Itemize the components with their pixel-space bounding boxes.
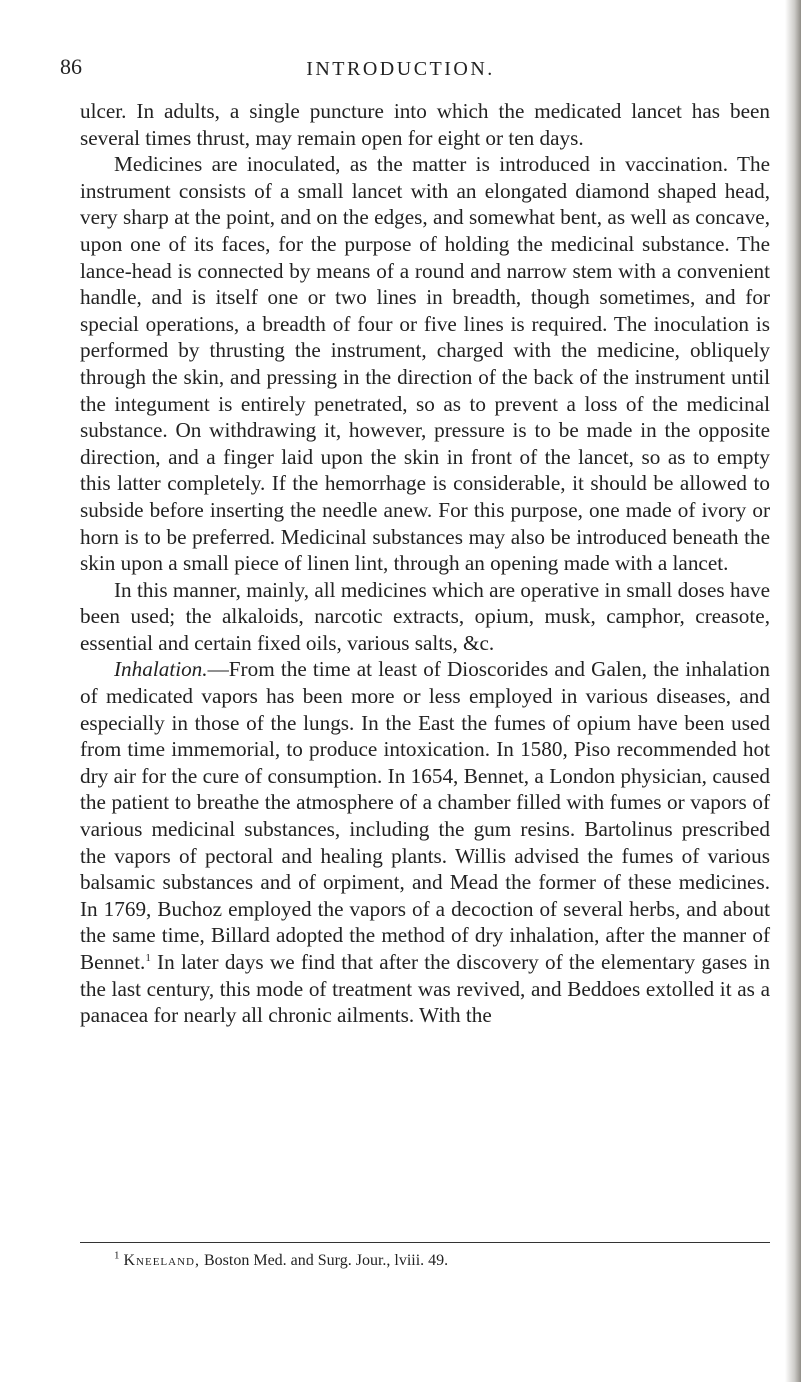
footnote-author: Kneeland, <box>123 1252 200 1269</box>
footnote-reference: 1 <box>145 951 151 964</box>
page-number: 86 <box>60 54 82 79</box>
paragraph-3: In this manner, mainly, all medicines which are operative in small doses have been used; the alkaloids, narcotic extracts, opium, musk, camphor, creasote, essential and certain fixed oils, various salts, &c. <box>80 577 770 655</box>
section-heading-inhalation: Inhalation. <box>114 657 208 682</box>
footnote-marker: 1 <box>114 1249 120 1262</box>
footnote-divider <box>80 1242 770 1243</box>
running-title: INTRODUCTION. <box>306 58 495 80</box>
paragraph-4-continuation: In later days we find that after the discovery of the elementary gases in the last century, this mode of treatment was revived, and Beddoes extolled it as a panacea for nearly all chronic ailments. With the <box>80 950 770 1028</box>
footnote-citation: Boston Med. and Surg. Jour., lviii. 49. <box>200 1252 449 1269</box>
paragraph-4-text: —From the time at least of Dioscorides and Galen, the inhalation of medicated vapors has been more or less employed in various diseases, and especially in those of the lungs. In the East the fumes of opium have been used from time immemorial, to produce intoxication. In 1580, Piso recommended hot dry air for the cure of consumption. In 1654, Bennet, a London physician, caused the patient to breathe the atmosphere of a chamber filled with fumes or vapors of various medicinal substances, including the gum resins. Bartolinus prescribed the vapors of pectoral and healing plants. Willis advised the fumes of various balsamic substances and of orpiment, and Mead the former of these medicines. In 1769, Buchoz employed the vapors of a decoction of several herbs, and about the same time, Billard adopted the method of dry inhalation, after the manner of Bennet. <box>80 657 770 974</box>
paragraph-4 <box>80 656 770 1028</box>
page-edge-shadow <box>785 0 801 1382</box>
body-text <box>80 98 770 1029</box>
paragraph-1: ulcer. In adults, a single puncture into which the medicated lancet has been several times thrust, may remain open for eight or ten days. <box>80 99 770 150</box>
paragraph-2: Medicines are inoculated, as the matter is introduced in vaccination. The instrument consists of a small lancet with an elongated diamond shaped head, very sharp at the point, and on the edges, and somewhat bent, as well as concave, upon one of its faces, for the purpose of holding the medicinal substance. The lance-head is connected by means of a round and narrow stem with a convenient handle, and is itself one or two lines in breadth, though sometimes, and for special operations, a breadth of four or five lines is required. The inoculation is performed by thrusting the instrument, charged with the medicine, obliquely through the skin, and pressing in the direction of the back of the instrument until the integument is entirely penetrated, so as to prevent a loss of the medicinal substance. On withdrawing it, however, pressure is to be made in the opposite direction, and a finger laid upon the skin in front of the lancet, so as to empty this latter completely. If the hemorrhage is considerable, it should be allowed to subside before inserting the needle anew. For this purpose, one made of ivory or horn is to be preferred. Medicinal substances may also be introduced beneath the skin upon a small piece of linen lint, through an opening made with a lancet. <box>80 152 770 576</box>
footnote <box>114 1249 449 1270</box>
